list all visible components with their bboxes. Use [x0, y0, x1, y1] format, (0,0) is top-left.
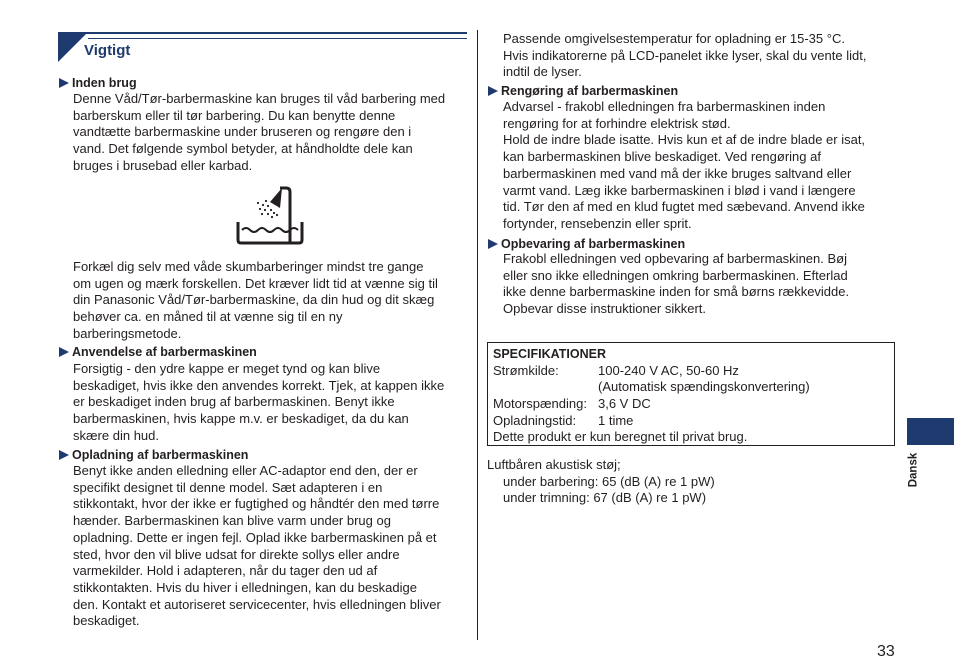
- paragraph-opbevaring: Frakobl elledningen ved opbevaring af barbermaskinen. Bøj eller sno ikke elledningen omkring barbermaskinen. Efterlad ikke denne barbermaskine inden for små børns rækkevidde. Opbevar disse instruktioner sikkert.: [503, 251, 850, 317]
- spec-label: Motorspænding:: [493, 396, 587, 412]
- section-title-opladning: Opladning af barbermaskinen: [59, 447, 248, 463]
- section-title-rengoring: Rengøring af barbermaskinen: [488, 83, 678, 99]
- spec-row: [493, 413, 747, 430]
- paragraph-inden-brug-2: Forkæl dig selv med våde skumbarberinger mindst tre gange om ugen og mærk forskellen. Det kræver lidt tid at vænne sig til din Panasonic Våd/Tør-barbermaskine, da din hud og dit skæg behøver ca. en måned til at vænne sig til en ny barberingsmetode.: [73, 259, 438, 341]
- spec-row: [493, 363, 747, 380]
- spec-row: [493, 396, 747, 413]
- bullet-triangle-icon: [488, 86, 498, 96]
- paragraph-opladning: Benyt ikke anden elledning eller AC-adaptor end den, der er specifikt designet til denne model. Sæt adapteren i en stikkontakt, hvor der ikke er fugtighed og håndtér den med tørre hænder. Barbermaskinen kan blive varm under brug og opladning. Dette er ingen fejl. Oplad ikke barbermaskinen på et sted, hvor den vil blive udsat for direkte sollys eller andre varmekilder. Hold i adapteren, når du tager den ud af stikkontakten. Hvis du hiver i elledningen, kan du beskadige den. Kontakt et autoriseret servicecenter, hvis elledningen bliver beskadiget.: [73, 463, 441, 629]
- paragraph-noise: Luftbåren akustisk støj; under barbering: 65 (dB (A) re 1 pW) under trimning: 67 (dB (A) re 1 pW): [487, 457, 715, 506]
- language-tab-marker: [907, 418, 954, 445]
- spec-row: [493, 379, 810, 396]
- section-title-inden-brug: Inden brug: [59, 75, 137, 91]
- paragraph-anvendelse: Forsigtig - den ydre kappe er meget tynd og kan blive beskadiget, hvis ikke den anvendes korrekt. Tjek, at kappen ikke er beskadiget inden brug af barbermaskinen. Benyt ikke barbermaskinen, hvis kappe m.v. er beskadiget, da du kan skære din hud.: [73, 361, 445, 443]
- paragraph-opladning-continued: Passende omgivelsestemperatur for opladning er 15-35 °C. Hvis indikatorerne på LCD-panelet ikke lyser, skal du vente lidt, indtil de lyser.: [503, 31, 867, 80]
- paragraph-rengoring: Advarsel - frakobl elledningen fra barbermaskinen inden rengøring for at forhindre elektrisk stød. Hold de indre blade isatte. Hvis kun et af de indre blade er isat, kan barbermaskinen blive beskadiget. Ved rengøring af barbermaskinen med vand må der ikke bruges saltvand eller varmt vand. Læg ikke barbermaskinen i blød i vand i længere tid. Tør den af med en klud fugtet med sæbevand. Anvend ikke fortynder, rensebenzin eller sprit.: [503, 99, 866, 231]
- section-title-anvendelse: Anvendelse af barbermaskinen: [59, 344, 257, 360]
- bullet-triangle-icon: [59, 450, 69, 460]
- spec-note: Dette produkt er kun beregnet til privat brug.: [493, 429, 748, 445]
- column-divider: [477, 30, 478, 640]
- header-rule-bottom: [88, 38, 467, 39]
- bullet-triangle-icon: [59, 78, 69, 88]
- section-title-opbevaring: Opbevaring af barbermaskinen: [488, 236, 685, 252]
- spec-label: Strømkilde:: [493, 362, 559, 378]
- specifications-title: SPECIFIKATIONER: [493, 347, 606, 361]
- spec-value: 100-240 V AC, 50-60 Hz: [598, 362, 739, 378]
- bullet-triangle-icon: [488, 239, 498, 249]
- shower-bath-icon: [236, 186, 304, 246]
- spec-value: (Automatisk spændingskonvertering): [598, 379, 810, 395]
- bullet-triangle-icon: [59, 347, 69, 357]
- header-rule-top: [58, 32, 467, 34]
- paragraph-inden-brug: Denne Våd/Tør-barbermaskine kan bruges til våd barbering med barberskum eller til tør barbering. Du kan benytte denne vandtætte barbermaskine under bruseren og rengøre den i vand. Det følgende symbol betyder, at håndholdte dele kan bruges i brusebad eller karbad.: [73, 91, 446, 173]
- page-title: Vigtigt: [84, 42, 131, 59]
- language-tab-label: Dansk: [907, 452, 920, 488]
- spec-value: 3,6 V DC: [598, 396, 651, 412]
- spec-label: Opladningstid:: [493, 412, 577, 428]
- spec-value: 1 time: [598, 412, 634, 428]
- specifications-content: [493, 346, 810, 446]
- page-number: 33: [877, 643, 895, 660]
